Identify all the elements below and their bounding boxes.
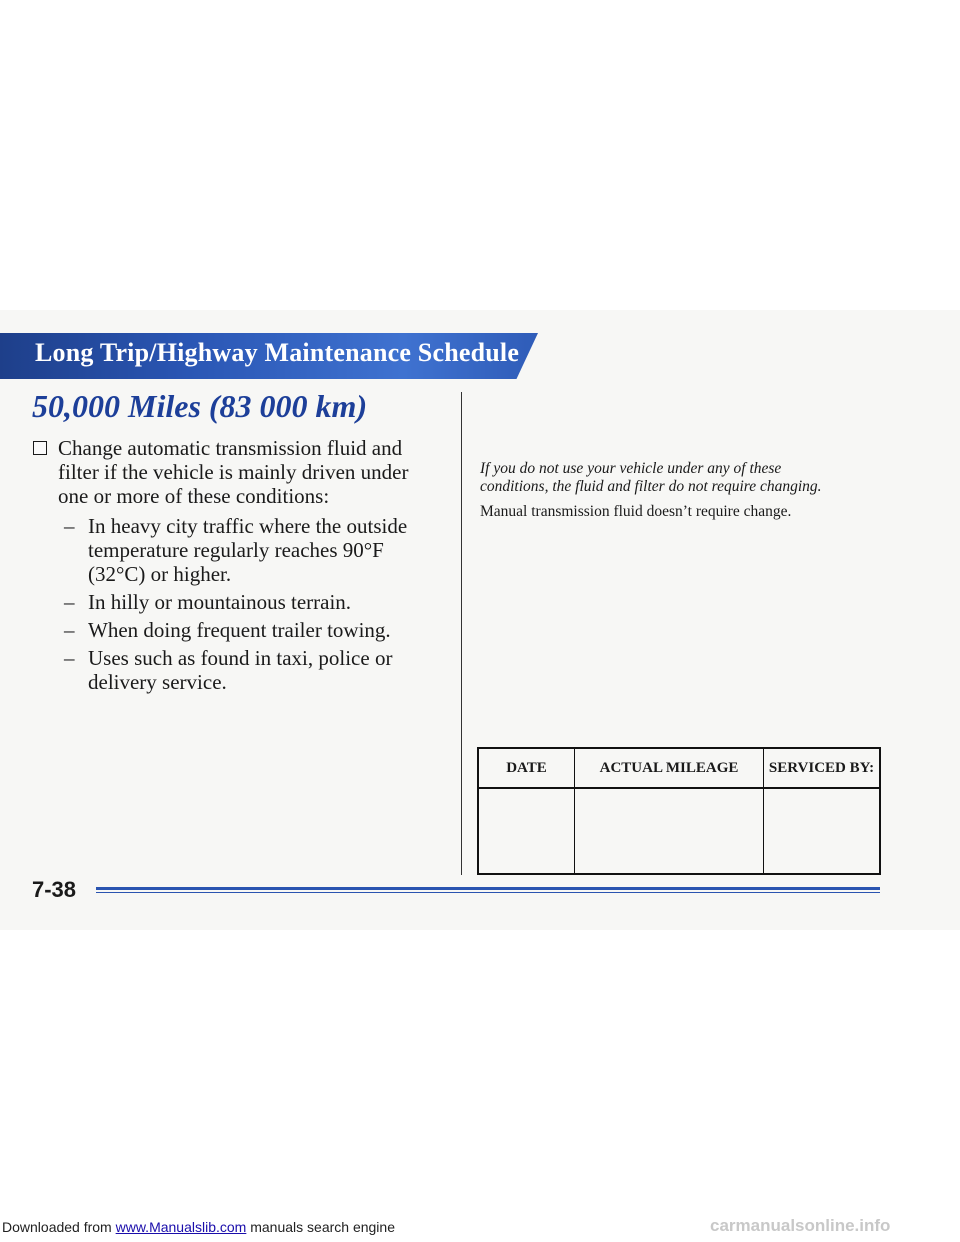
service-record-table <box>477 747 881 875</box>
dash-bullet-icon: – <box>64 514 75 538</box>
dash-bullet-icon: – <box>64 618 75 642</box>
manualslib-link[interactable]: www.Manualslib.com <box>115 1219 247 1235</box>
dash-bullet-icon: – <box>64 590 75 614</box>
condition-text: In hilly or mountainous terrain. <box>88 590 352 614</box>
condition-text: In heavy city traffic where the outside temperature regularly reaches 90°F (32°C) or higher. <box>88 514 408 586</box>
checklist-item <box>32 436 442 508</box>
condition-item <box>32 514 442 586</box>
banner-title: Long Trip/Highway Maintenance Schedule <box>35 338 520 367</box>
manual-transmission-note: Manual transmission fluid doesn’t require change. <box>480 503 792 520</box>
mileage-entry-cell[interactable] <box>575 788 764 874</box>
condition-text: Uses such as found in taxi, police or delivery service. <box>88 646 393 694</box>
checkbox-icon[interactable] <box>33 441 47 455</box>
date-column-header: DATE <box>478 748 575 788</box>
footer-suffix: manuals search engine <box>250 1219 395 1235</box>
left-column <box>32 436 442 694</box>
checklist-item-text: Change automatic transmission fluid and filter if the vehicle is mainly driven under one or more of these conditions: <box>58 436 409 508</box>
condition-item <box>32 618 442 642</box>
section-title: 50,000 Miles (83 000 km) <box>32 388 368 424</box>
date-entry-cell[interactable] <box>478 788 575 874</box>
serviced-by-entry-cell[interactable] <box>764 788 881 874</box>
footer-rule <box>96 887 880 890</box>
page-number: 7-38 <box>32 877 77 902</box>
footer-rule-thin <box>96 892 880 893</box>
mileage-column-header: ACTUAL MILEAGE <box>575 748 764 788</box>
dash-bullet-icon: – <box>64 646 75 670</box>
condition-item <box>32 590 442 614</box>
serviced-by-column-header: SERVICED BY: <box>764 748 881 788</box>
conditions-note: If you do not use your vehicle under any of these conditions, the fluid and filter do not require changing. <box>480 460 822 495</box>
condition-item <box>32 646 442 694</box>
column-divider <box>461 392 462 875</box>
footer-prefix: Downloaded from <box>2 1219 112 1235</box>
condition-text: When doing frequent trailer towing. <box>88 618 391 642</box>
site-watermark: carmanualsonline.info <box>710 1216 891 1235</box>
download-footer <box>2 1219 395 1235</box>
